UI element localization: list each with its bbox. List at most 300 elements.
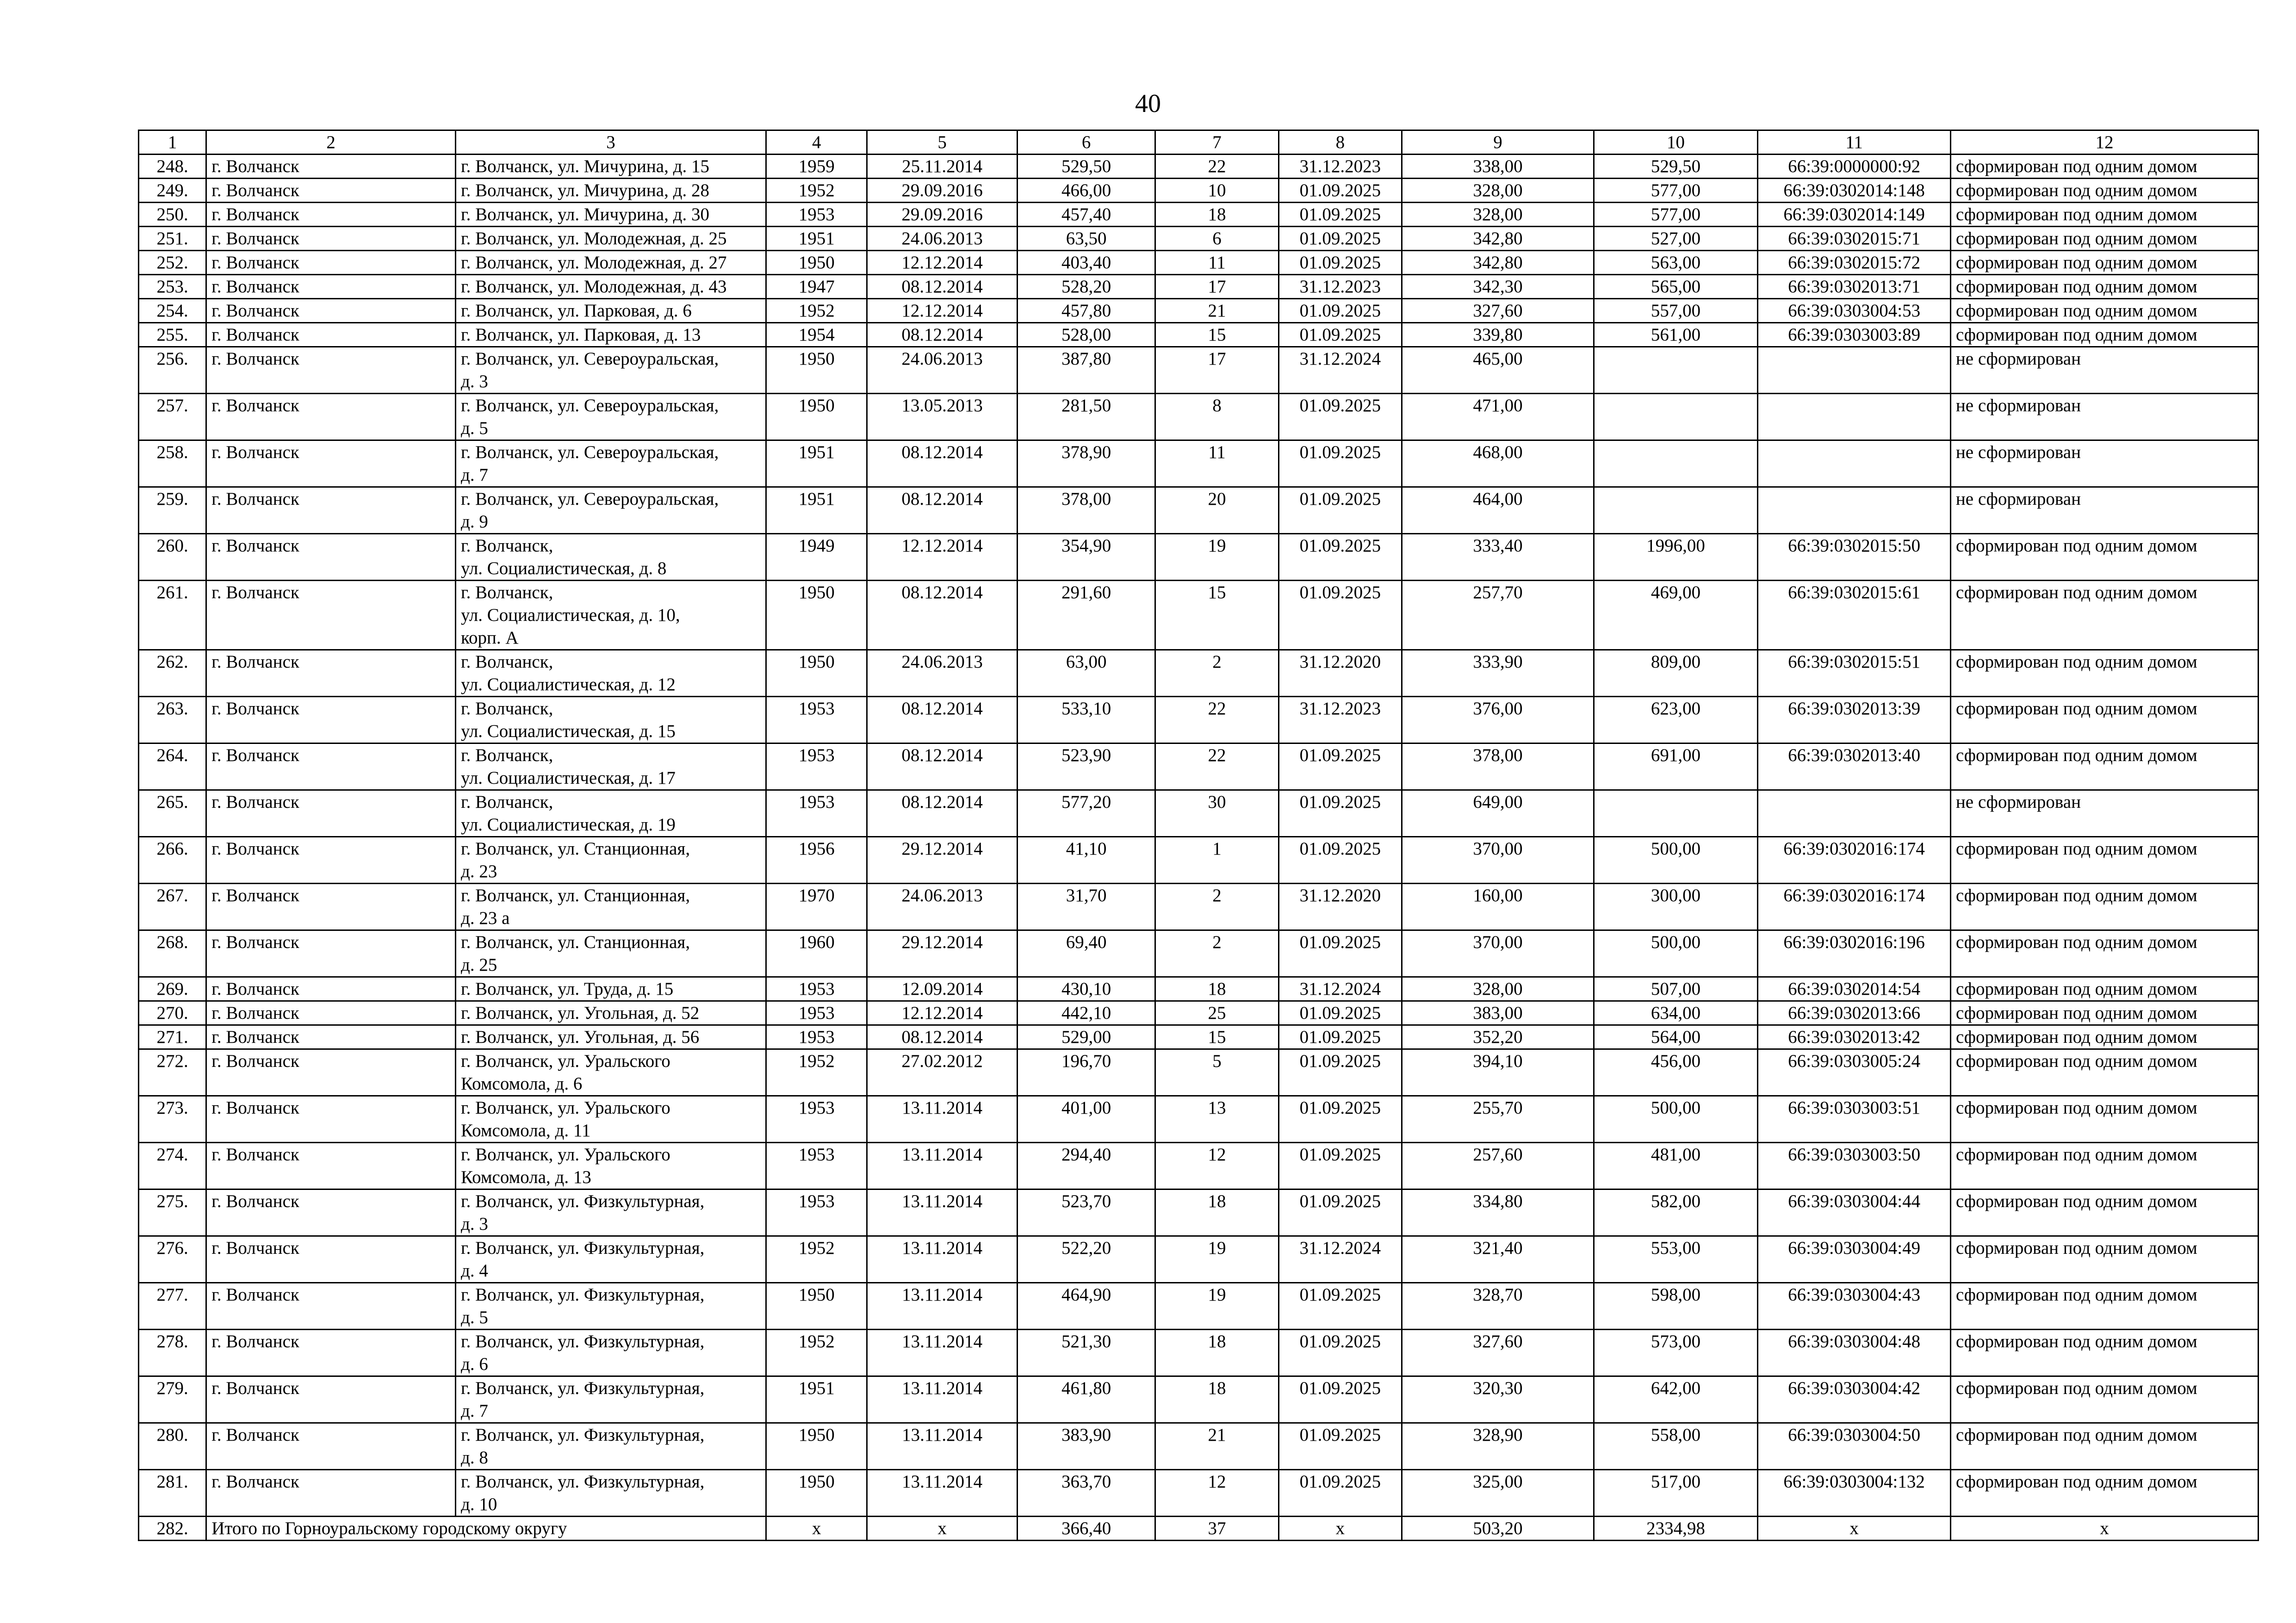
relocation-date-cell: 01.09.2025	[1278, 203, 1402, 227]
column-header: 6	[1017, 130, 1155, 155]
land-area-cell	[1594, 347, 1758, 394]
area-cell: 577,20	[1017, 790, 1155, 837]
cadastral-number-cell	[1758, 440, 1951, 487]
area-cell: 63,00	[1017, 650, 1155, 697]
cadastral-number-cell	[1758, 790, 1951, 837]
relocation-date-cell: 01.09.2025	[1278, 790, 1402, 837]
total-cell: 2334,98	[1594, 1517, 1758, 1541]
price-cell: 464,00	[1402, 487, 1594, 534]
residents-cell: 21	[1155, 1423, 1278, 1470]
municipality-cell: г. Волчанск	[206, 203, 456, 227]
row-number-cell: 259.	[139, 487, 206, 534]
relocation-date-cell: 01.09.2025	[1278, 1376, 1402, 1423]
date-cell: 13.11.2014	[867, 1330, 1017, 1376]
area-cell: 442,10	[1017, 1001, 1155, 1025]
address-cell: г. Волчанск, ул. Станционная, д. 23	[456, 837, 766, 884]
year-built-cell: 1951	[766, 487, 867, 534]
residents-cell: 21	[1155, 299, 1278, 323]
housing-register-table	[138, 130, 2259, 1541]
cadastral-number-cell: 66:39:0302015:72	[1758, 251, 1951, 275]
column-header: 11	[1758, 130, 1951, 155]
land-area-cell: 809,00	[1594, 650, 1758, 697]
residents-cell: 18	[1155, 203, 1278, 227]
land-status-cell: сформирован под одним домом	[1950, 275, 2258, 299]
cadastral-number-cell: 66:39:0303004:49	[1758, 1236, 1951, 1283]
land-status-cell: сформирован под одним домом	[1950, 1470, 2258, 1517]
residents-cell: 22	[1155, 743, 1278, 790]
area-cell: 523,90	[1017, 743, 1155, 790]
date-cell: 13.11.2014	[867, 1143, 1017, 1189]
land-status-cell: сформирован под одним домом	[1950, 743, 2258, 790]
cadastral-number-cell: 66:39:0303004:44	[1758, 1189, 1951, 1236]
date-cell: 29.09.2016	[867, 179, 1017, 203]
land-status-cell: не сформирован	[1950, 394, 2258, 440]
row-number-cell: 281.	[139, 1470, 206, 1517]
relocation-date-cell: 01.09.2025	[1278, 227, 1402, 251]
row-number-cell: 262.	[139, 650, 206, 697]
land-area-cell: 507,00	[1594, 977, 1758, 1001]
municipality-cell: г. Волчанск	[206, 1189, 456, 1236]
municipality-cell: г. Волчанск	[206, 487, 456, 534]
land-status-cell: сформирован под одним домом	[1950, 179, 2258, 203]
address-cell: г. Волчанск, ул. Парковая, д. 6	[456, 299, 766, 323]
row-number-cell: 279.	[139, 1376, 206, 1423]
price-cell: 334,80	[1402, 1189, 1594, 1236]
cadastral-number-cell: 66:39:0302014:148	[1758, 179, 1951, 203]
address-cell: г. Волчанск, ул. Североуральская, д. 5	[456, 394, 766, 440]
municipality-cell: г. Волчанск	[206, 1049, 456, 1096]
cadastral-number-cell: 66:39:0302013:39	[1758, 697, 1951, 743]
cadastral-number-cell: 66:39:0302015:61	[1758, 581, 1951, 650]
price-cell: 321,40	[1402, 1236, 1594, 1283]
year-built-cell: 1956	[766, 837, 867, 884]
land-area-cell: 623,00	[1594, 697, 1758, 743]
area-cell: 523,70	[1017, 1189, 1155, 1236]
municipality-cell: г. Волчанск	[206, 837, 456, 884]
price-cell: 342,80	[1402, 251, 1594, 275]
municipality-cell: г. Волчанск	[206, 743, 456, 790]
date-cell: 13.11.2014	[867, 1236, 1017, 1283]
price-cell: 370,00	[1402, 930, 1594, 977]
table-row	[139, 884, 2259, 930]
table-row	[139, 1283, 2259, 1330]
year-built-cell: 1959	[766, 155, 867, 179]
date-cell: 08.12.2014	[867, 275, 1017, 299]
land-status-cell: не сформирован	[1950, 440, 2258, 487]
land-area-cell: 517,00	[1594, 1470, 1758, 1517]
relocation-date-cell: 01.09.2025	[1278, 1001, 1402, 1025]
address-cell: г. Волчанск, ул. Социалистическая, д. 8	[456, 534, 766, 581]
land-area-cell	[1594, 440, 1758, 487]
price-cell: 342,30	[1402, 275, 1594, 299]
municipality-cell: г. Волчанск	[206, 534, 456, 581]
row-number-cell: 270.	[139, 1001, 206, 1025]
land-area-cell: 527,00	[1594, 227, 1758, 251]
address-cell: г. Волчанск, ул. Мичурина, д. 15	[456, 155, 766, 179]
land-status-cell: сформирован под одним домом	[1950, 203, 2258, 227]
column-header: 2	[206, 130, 456, 155]
area-cell: 522,20	[1017, 1236, 1155, 1283]
year-built-cell: 1950	[766, 251, 867, 275]
row-number-cell: 271.	[139, 1025, 206, 1049]
row-number-cell: 264.	[139, 743, 206, 790]
year-built-cell: 1947	[766, 275, 867, 299]
price-cell: 333,40	[1402, 534, 1594, 581]
land-area-cell	[1594, 394, 1758, 440]
cadastral-number-cell: 66:39:0302013:42	[1758, 1025, 1951, 1049]
address-cell: г. Волчанск, ул. Угольная, д. 52	[456, 1001, 766, 1025]
cadastral-number-cell	[1758, 487, 1951, 534]
land-status-cell: сформирован под одним домом	[1950, 1001, 2258, 1025]
land-area-cell: 529,50	[1594, 155, 1758, 179]
date-cell: 13.05.2013	[867, 394, 1017, 440]
municipality-cell: г. Волчанск	[206, 440, 456, 487]
price-cell: 327,60	[1402, 299, 1594, 323]
residents-cell: 18	[1155, 1189, 1278, 1236]
row-number-cell: 265.	[139, 790, 206, 837]
date-cell: 29.12.2014	[867, 837, 1017, 884]
land-area-cell: 300,00	[1594, 884, 1758, 930]
year-built-cell: 1950	[766, 394, 867, 440]
year-built-cell: 1953	[766, 977, 867, 1001]
cadastral-number-cell: 66:39:0303004:48	[1758, 1330, 1951, 1376]
residents-cell: 30	[1155, 790, 1278, 837]
relocation-date-cell: 01.09.2025	[1278, 837, 1402, 884]
municipality-cell: г. Волчанск	[206, 1470, 456, 1517]
land-area-cell: 577,00	[1594, 203, 1758, 227]
year-built-cell: 1952	[766, 1236, 867, 1283]
residents-cell: 19	[1155, 1236, 1278, 1283]
row-number-cell: 278.	[139, 1330, 206, 1376]
total-cell: 37	[1155, 1517, 1278, 1541]
price-cell: 378,00	[1402, 743, 1594, 790]
land-area-cell: 481,00	[1594, 1143, 1758, 1189]
row-number-cell: 261.	[139, 581, 206, 650]
address-cell: г. Волчанск, ул. Социалистическая, д. 15	[456, 697, 766, 743]
total-cell: x	[1950, 1517, 2258, 1541]
cadastral-number-cell: 66:39:0302013:71	[1758, 275, 1951, 299]
price-cell: 376,00	[1402, 697, 1594, 743]
residents-cell: 15	[1155, 581, 1278, 650]
cadastral-number-cell: 66:39:0302013:40	[1758, 743, 1951, 790]
date-cell: 25.11.2014	[867, 155, 1017, 179]
area-cell: 354,90	[1017, 534, 1155, 581]
year-built-cell: 1953	[766, 1025, 867, 1049]
relocation-date-cell: 31.12.2024	[1278, 1236, 1402, 1283]
price-cell: 328,00	[1402, 977, 1594, 1001]
cadastral-number-cell: 66:39:0303004:50	[1758, 1423, 1951, 1470]
row-number-cell: 268.	[139, 930, 206, 977]
cadastral-number-cell: 66:39:0302016:196	[1758, 930, 1951, 977]
table-row	[139, 743, 2259, 790]
land-area-cell: 1996,00	[1594, 534, 1758, 581]
municipality-cell: г. Волчанск	[206, 299, 456, 323]
area-cell: 281,50	[1017, 394, 1155, 440]
column-header: 8	[1278, 130, 1402, 155]
residents-cell: 12	[1155, 1143, 1278, 1189]
row-number-cell: 269.	[139, 977, 206, 1001]
residents-cell: 18	[1155, 1330, 1278, 1376]
land-status-cell: сформирован под одним домом	[1950, 650, 2258, 697]
residents-cell: 22	[1155, 155, 1278, 179]
area-cell: 528,20	[1017, 275, 1155, 299]
row-number-cell: 280.	[139, 1423, 206, 1470]
cadastral-number-cell: 66:39:0303004:42	[1758, 1376, 1951, 1423]
table-row	[139, 581, 2259, 650]
land-area-cell: 557,00	[1594, 299, 1758, 323]
cadastral-number-cell: 66:39:0302014:149	[1758, 203, 1951, 227]
year-built-cell: 1950	[766, 1283, 867, 1330]
year-built-cell: 1953	[766, 1143, 867, 1189]
address-cell: г. Волчанск, ул. Молодежная, д. 25	[456, 227, 766, 251]
price-cell: 468,00	[1402, 440, 1594, 487]
year-built-cell: 1951	[766, 227, 867, 251]
year-built-cell: 1952	[766, 1049, 867, 1096]
price-cell: 327,60	[1402, 1330, 1594, 1376]
row-number-cell: 260.	[139, 534, 206, 581]
column-header: 10	[1594, 130, 1758, 155]
year-built-cell: 1950	[766, 347, 867, 394]
year-built-cell: 1953	[766, 1001, 867, 1025]
relocation-date-cell: 01.09.2025	[1278, 394, 1402, 440]
cadastral-number-cell: 66:39:0302015:51	[1758, 650, 1951, 697]
year-built-cell: 1950	[766, 1470, 867, 1517]
table-row	[139, 203, 2259, 227]
land-status-cell: сформирован под одним домом	[1950, 299, 2258, 323]
area-cell: 461,80	[1017, 1376, 1155, 1423]
row-number-cell: 257.	[139, 394, 206, 440]
price-cell: 471,00	[1402, 394, 1594, 440]
table-row	[139, 1025, 2259, 1049]
price-cell: 352,20	[1402, 1025, 1594, 1049]
year-built-cell: 1953	[766, 1189, 867, 1236]
address-cell: г. Волчанск, ул. Североуральская, д. 3	[456, 347, 766, 394]
row-number-cell: 275.	[139, 1189, 206, 1236]
date-cell: 12.12.2014	[867, 251, 1017, 275]
total-row-label: Итого по Горноуральскому городскому округу	[206, 1517, 766, 1541]
address-cell: г. Волчанск, ул. Уральского Комсомола, д. 6	[456, 1049, 766, 1096]
land-area-cell: 634,00	[1594, 1001, 1758, 1025]
price-cell: 257,70	[1402, 581, 1594, 650]
price-cell: 383,00	[1402, 1001, 1594, 1025]
address-cell: г. Волчанск, ул. Физкультурная, д. 8	[456, 1423, 766, 1470]
municipality-cell: г. Волчанск	[206, 581, 456, 650]
residents-cell: 5	[1155, 1049, 1278, 1096]
relocation-date-cell: 01.09.2025	[1278, 299, 1402, 323]
relocation-date-cell: 01.09.2025	[1278, 581, 1402, 650]
table-row	[139, 251, 2259, 275]
area-cell: 363,70	[1017, 1470, 1155, 1517]
table-row	[139, 227, 2259, 251]
year-built-cell: 1951	[766, 1376, 867, 1423]
area-cell: 378,00	[1017, 487, 1155, 534]
date-cell: 08.12.2014	[867, 440, 1017, 487]
year-built-cell: 1953	[766, 697, 867, 743]
table-row	[139, 534, 2259, 581]
relocation-date-cell: 01.09.2025	[1278, 1049, 1402, 1096]
land-area-cell: 500,00	[1594, 1096, 1758, 1143]
relocation-date-cell: 01.09.2025	[1278, 534, 1402, 581]
date-cell: 29.09.2016	[867, 203, 1017, 227]
land-status-cell: не сформирован	[1950, 347, 2258, 394]
page-number: 40	[1135, 89, 1161, 118]
land-status-cell: сформирован под одним домом	[1950, 227, 2258, 251]
table-row	[139, 323, 2259, 347]
land-status-cell: не сформирован	[1950, 790, 2258, 837]
row-number-cell: 274.	[139, 1143, 206, 1189]
cadastral-number-cell	[1758, 347, 1951, 394]
municipality-cell: г. Волчанск	[206, 275, 456, 299]
table-row	[139, 179, 2259, 203]
residents-cell: 8	[1155, 394, 1278, 440]
address-cell: г. Волчанск, ул. Станционная, д. 23 а	[456, 884, 766, 930]
date-cell: 29.12.2014	[867, 930, 1017, 977]
total-cell: 366,40	[1017, 1517, 1155, 1541]
row-number-cell: 267.	[139, 884, 206, 930]
total-cell: x	[1278, 1517, 1402, 1541]
area-cell: 69,40	[1017, 930, 1155, 977]
table-row	[139, 155, 2259, 179]
price-cell: 160,00	[1402, 884, 1594, 930]
relocation-date-cell: 01.09.2025	[1278, 743, 1402, 790]
year-built-cell: 1950	[766, 1423, 867, 1470]
cadastral-number-cell: 66:39:0302016:174	[1758, 837, 1951, 884]
residents-cell: 19	[1155, 1283, 1278, 1330]
area-cell: 401,00	[1017, 1096, 1155, 1143]
address-cell: г. Волчанск, ул. Физкультурная, д. 7	[456, 1376, 766, 1423]
date-cell: 24.06.2013	[867, 347, 1017, 394]
relocation-date-cell: 01.09.2025	[1278, 1189, 1402, 1236]
price-cell: 328,70	[1402, 1283, 1594, 1330]
municipality-cell: г. Волчанск	[206, 1001, 456, 1025]
municipality-cell: г. Волчанск	[206, 347, 456, 394]
address-cell: г. Волчанск, ул. Угольная, д. 56	[456, 1025, 766, 1049]
address-cell: г. Волчанск, ул. Станционная, д. 25	[456, 930, 766, 977]
date-cell: 27.02.2012	[867, 1049, 1017, 1096]
price-cell: 320,30	[1402, 1376, 1594, 1423]
cadastral-number-cell: 66:39:0303003:50	[1758, 1143, 1951, 1189]
municipality-cell: г. Волчанск	[206, 251, 456, 275]
cadastral-number-cell: 66:39:0302013:66	[1758, 1001, 1951, 1025]
municipality-cell: г. Волчанск	[206, 1376, 456, 1423]
column-header: 1	[139, 130, 206, 155]
land-area-cell: 563,00	[1594, 251, 1758, 275]
land-area-cell: 577,00	[1594, 179, 1758, 203]
land-status-cell: сформирован под одним домом	[1950, 1096, 2258, 1143]
land-area-cell: 573,00	[1594, 1330, 1758, 1376]
table-row	[139, 1423, 2259, 1470]
land-status-cell: сформирован под одним домом	[1950, 697, 2258, 743]
column-header: 5	[867, 130, 1017, 155]
residents-cell: 17	[1155, 275, 1278, 299]
land-status-cell: сформирован под одним домом	[1950, 1376, 2258, 1423]
total-row	[139, 1517, 2259, 1541]
table-row	[139, 1470, 2259, 1517]
table-row	[139, 930, 2259, 977]
year-built-cell: 1950	[766, 650, 867, 697]
land-status-cell: сформирован под одним домом	[1950, 1025, 2258, 1049]
land-area-cell: 691,00	[1594, 743, 1758, 790]
row-number-cell: 272.	[139, 1049, 206, 1096]
date-cell: 12.12.2014	[867, 534, 1017, 581]
address-cell: г. Волчанск, ул. Уральского Комсомола, д. 13	[456, 1143, 766, 1189]
area-cell: 31,70	[1017, 884, 1155, 930]
land-status-cell: сформирован под одним домом	[1950, 155, 2258, 179]
date-cell: 12.09.2014	[867, 977, 1017, 1001]
land-area-cell: 564,00	[1594, 1025, 1758, 1049]
year-built-cell: 1952	[766, 1330, 867, 1376]
area-cell: 521,30	[1017, 1330, 1155, 1376]
year-built-cell: 1953	[766, 1096, 867, 1143]
address-cell: г. Волчанск, ул. Североуральская, д. 7	[456, 440, 766, 487]
municipality-cell: г. Волчанск	[206, 1423, 456, 1470]
area-cell: 528,00	[1017, 323, 1155, 347]
area-cell: 63,50	[1017, 227, 1155, 251]
table-row	[139, 790, 2259, 837]
land-status-cell: сформирован под одним домом	[1950, 977, 2258, 1001]
row-number-cell: 249.	[139, 179, 206, 203]
price-cell: 649,00	[1402, 790, 1594, 837]
land-status-cell: сформирован под одним домом	[1950, 534, 2258, 581]
table-row	[139, 1096, 2259, 1143]
row-number-cell: 250.	[139, 203, 206, 227]
residents-cell: 11	[1155, 251, 1278, 275]
date-cell: 24.06.2013	[867, 227, 1017, 251]
municipality-cell: г. Волчанск	[206, 1236, 456, 1283]
land-area-cell	[1594, 487, 1758, 534]
area-cell: 294,40	[1017, 1143, 1155, 1189]
area-cell: 464,90	[1017, 1283, 1155, 1330]
residents-cell: 20	[1155, 487, 1278, 534]
table-row	[139, 1001, 2259, 1025]
address-cell: г. Волчанск, ул. Труда, д. 15	[456, 977, 766, 1001]
total-cell: x	[1758, 1517, 1951, 1541]
residents-cell: 17	[1155, 347, 1278, 394]
table-row	[139, 1330, 2259, 1376]
relocation-date-cell: 01.09.2025	[1278, 1330, 1402, 1376]
date-cell: 08.12.2014	[867, 1025, 1017, 1049]
row-number-cell: 255.	[139, 323, 206, 347]
total-cell: x	[766, 1517, 867, 1541]
address-cell: г. Волчанск, ул. Социалистическая, д. 19	[456, 790, 766, 837]
date-cell: 13.11.2014	[867, 1376, 1017, 1423]
table-row	[139, 1376, 2259, 1423]
address-cell: г. Волчанск, ул. Социалистическая, д. 17	[456, 743, 766, 790]
relocation-date-cell: 01.09.2025	[1278, 440, 1402, 487]
residents-cell: 2	[1155, 884, 1278, 930]
area-cell: 466,00	[1017, 179, 1155, 203]
municipality-cell: г. Волчанск	[206, 790, 456, 837]
area-cell: 457,40	[1017, 203, 1155, 227]
area-cell: 378,90	[1017, 440, 1155, 487]
date-cell: 13.11.2014	[867, 1283, 1017, 1330]
area-cell: 430,10	[1017, 977, 1155, 1001]
relocation-date-cell: 01.09.2025	[1278, 1470, 1402, 1517]
date-cell: 08.12.2014	[867, 323, 1017, 347]
address-cell: г. Волчанск, ул. Социалистическая, д. 12	[456, 650, 766, 697]
table-row	[139, 1236, 2259, 1283]
area-cell: 196,70	[1017, 1049, 1155, 1096]
address-cell: г. Волчанск, ул. Молодежная, д. 43	[456, 275, 766, 299]
municipality-cell: г. Волчанск	[206, 1025, 456, 1049]
residents-cell: 15	[1155, 1025, 1278, 1049]
municipality-cell: г. Волчанск	[206, 697, 456, 743]
year-built-cell: 1952	[766, 179, 867, 203]
residents-cell: 13	[1155, 1096, 1278, 1143]
cadastral-number-cell: 66:39:0302014:54	[1758, 977, 1951, 1001]
address-cell: г. Волчанск, ул. Парковая, д. 13	[456, 323, 766, 347]
relocation-date-cell: 31.12.2020	[1278, 884, 1402, 930]
